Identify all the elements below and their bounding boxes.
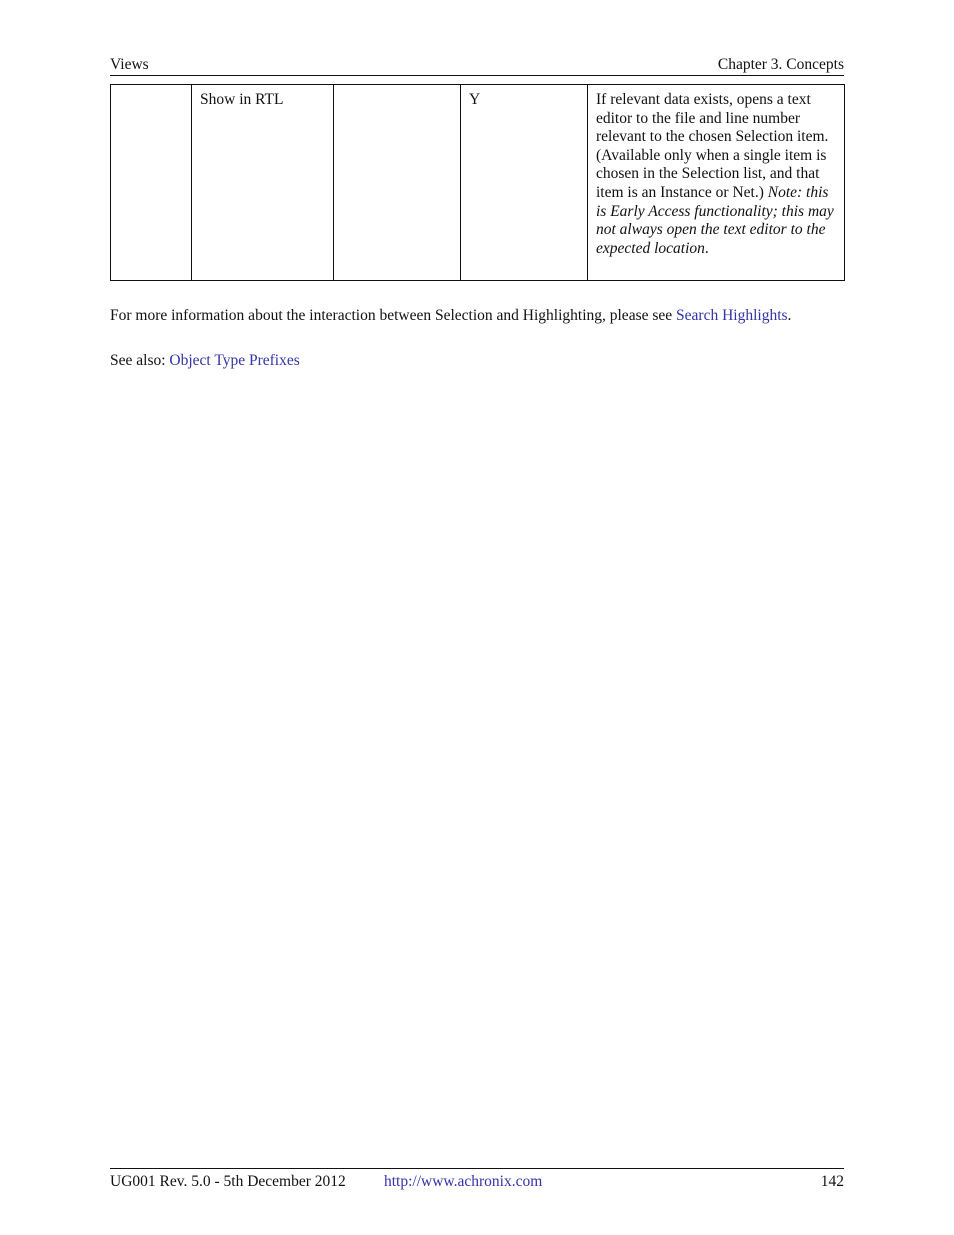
header-section-title: Views	[110, 56, 149, 73]
footer-url-link[interactable]: http://www.achronix.com	[384, 1173, 543, 1190]
object-type-prefixes-link[interactable]: Object Type Prefixes	[169, 352, 300, 369]
page-number: 142	[820, 1173, 844, 1190]
table-cell-empty	[111, 85, 192, 281]
header-chapter-title: Chapter 3. Concepts	[717, 56, 844, 73]
footer-rule	[110, 1168, 844, 1169]
see-also-line	[110, 351, 844, 370]
search-highlights-link[interactable]: Search Highlights	[676, 307, 788, 324]
description-text: If relevant data exists, opens a text editor to the file and line number relevant to the chosen Selection item. (Available only when a single item is chosen in the Selection list, and that item is an Instance or Net.)	[596, 91, 829, 201]
description-note: Note: this is Early Access functionality; this may not always open the text editor to the expected location	[596, 183, 834, 257]
running-footer	[110, 1173, 844, 1193]
table-cell-command: Show in RTL	[192, 85, 334, 281]
footer-doc-id: UG001 Rev. 5.0 - 5th December 2012	[110, 1173, 346, 1190]
paragraph-end: .	[787, 307, 792, 324]
table-cell-empty	[334, 85, 461, 281]
table-cell-flag: Y	[461, 85, 588, 281]
table-row	[111, 85, 845, 281]
table-cell-description	[588, 85, 845, 281]
running-header	[110, 54, 844, 74]
see-also-label: See also:	[110, 352, 166, 369]
paragraph-text: For more information about the interaction between Selection and Highlighting, please see	[110, 307, 673, 324]
description-end: .	[704, 239, 709, 257]
command-table	[110, 84, 845, 281]
header-rule	[110, 75, 844, 76]
body-paragraph	[110, 306, 844, 325]
document-page	[110, 0, 844, 1235]
